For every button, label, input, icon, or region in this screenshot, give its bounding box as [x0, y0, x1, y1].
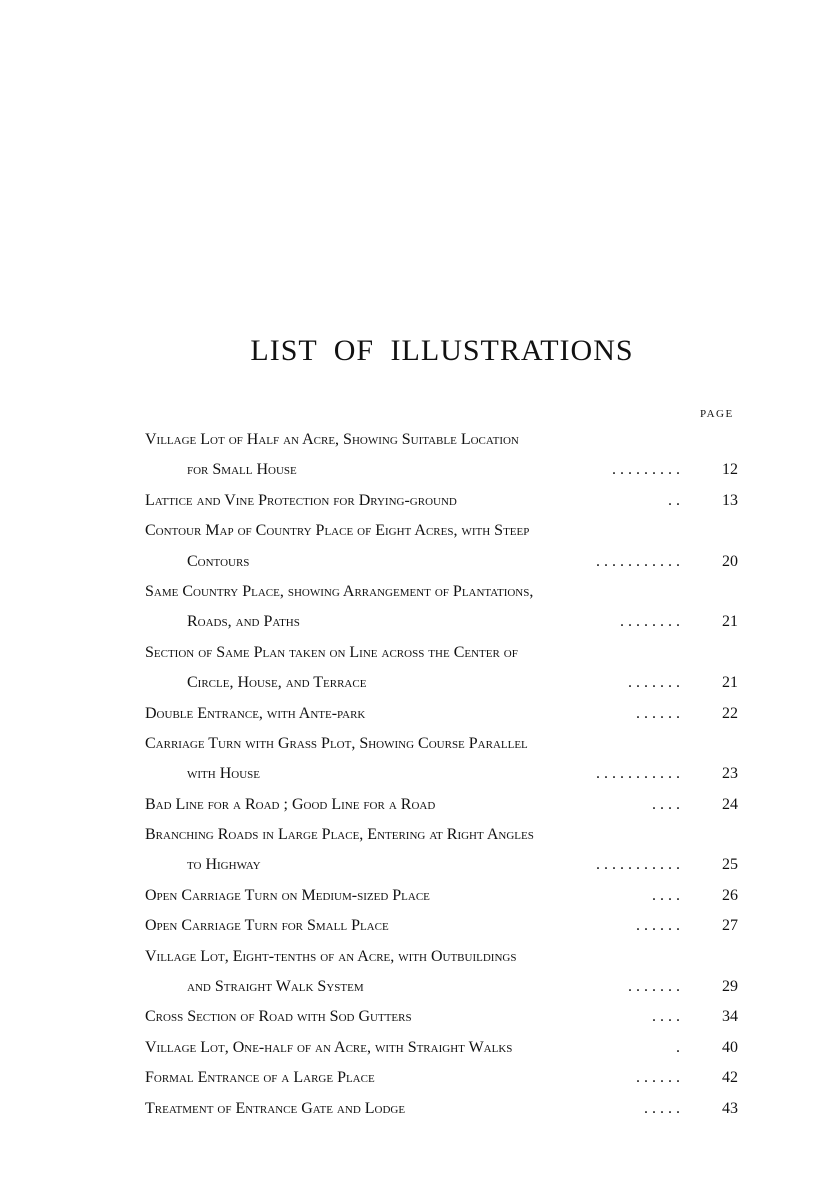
page-number: 43: [722, 1099, 738, 1117]
list-item: [145, 1033, 740, 1063]
leader-dots: . . . . . . . . . . .: [596, 765, 680, 783]
leader-dots: . . . . . . . .: [620, 613, 680, 631]
list-item: [145, 820, 740, 850]
entry-title: Village Lot of Half an Acre, Showing Suitable Location: [145, 431, 519, 448]
entry-title: Contours: [187, 552, 250, 570]
list-item: [145, 759, 740, 789]
list-item: [145, 850, 740, 880]
entry-title: Village Lot, Eight-tenths of an Acre, with Outbuildings: [145, 947, 517, 965]
entry-title: Double Entrance, with Ante-park: [145, 704, 366, 722]
page-number: 21: [722, 674, 738, 692]
page-number: 12: [722, 461, 738, 479]
page-number: 23: [722, 765, 738, 783]
list-item: [145, 516, 740, 546]
page-number: 22: [722, 704, 738, 722]
leader-dots: . . . . . . .: [628, 978, 680, 996]
list-item: [145, 881, 740, 911]
leader-dots: . . . . . . .: [628, 674, 680, 692]
page-number: 42: [722, 1069, 738, 1087]
list-item: [145, 1094, 740, 1124]
list-item: [145, 425, 740, 455]
list-item: [145, 942, 740, 972]
list-item: [145, 455, 740, 485]
entry-title: Circle, House, and Terrace: [187, 674, 367, 692]
list-item: [145, 972, 740, 1002]
entry-title: Open Carriage Turn for Small Place: [145, 917, 389, 935]
list-item: [145, 638, 740, 668]
list-item: [145, 1002, 740, 1032]
leader-dots: . . . . . .: [636, 704, 680, 722]
entry-title: to Highway: [187, 856, 261, 874]
leader-dots: .: [676, 1038, 680, 1056]
page-number: 27: [722, 917, 738, 935]
page-number: 20: [722, 552, 738, 570]
page-number: 29: [722, 978, 738, 996]
entry-title: Branching Roads in Large Place, Entering at Right Angles: [145, 826, 534, 844]
list-item: [145, 547, 740, 577]
entry-title: Village Lot, One-half of an Acre, with Straight Walks: [145, 1038, 513, 1056]
entry-title: Contour Map of Country Place of Eight Acres, with Steep: [145, 522, 530, 540]
entry-title: Cross Section of Road with Sod Gutters: [145, 1008, 412, 1026]
page-number: 25: [722, 856, 738, 874]
page-number: 34: [722, 1008, 738, 1026]
page-number: 13: [722, 491, 738, 509]
leader-dots: . .: [668, 491, 680, 509]
entry-title: Bad Line for a Road ; Good Line for a Road: [145, 795, 436, 813]
entry-title: Roads, and Paths: [187, 613, 300, 631]
list-item: [145, 790, 740, 820]
list-item: [145, 911, 740, 941]
entry-title: Same Country Place, showing Arrangement of Plantations,: [145, 582, 534, 600]
entry-title: and Straight Walk System: [187, 978, 364, 996]
leader-dots: . . . . . . . . . . .: [596, 856, 680, 874]
entry-title: Treatment of Entrance Gate and Lodge: [145, 1099, 406, 1117]
illustrations-list: [145, 425, 740, 1124]
entry-title: Formal Entrance of a Large Place: [145, 1069, 375, 1087]
entry-title: Section of Same Plan taken on Line across the Center of: [145, 643, 518, 661]
entry-title: Open Carriage Turn on Medium-sized Place: [145, 886, 430, 904]
list-item: [145, 1063, 740, 1093]
list-item: [145, 699, 740, 729]
entry-title: Carriage Turn with Grass Plot, Showing Course Parallel: [145, 734, 528, 752]
list-item: [145, 607, 740, 637]
leader-dots: . . . . . .: [636, 1069, 680, 1087]
list-item: [145, 668, 740, 698]
entry-title: for Small House: [187, 461, 297, 479]
page-number: 21: [722, 613, 738, 631]
leader-dots: . . . .: [652, 886, 680, 904]
page-title: LIST OF ILLUSTRATIONS: [250, 334, 634, 367]
page-number: 26: [722, 886, 738, 904]
entry-title: with House: [187, 765, 260, 783]
page-number: 40: [722, 1038, 738, 1056]
list-item: [145, 486, 740, 516]
leader-dots: . . . . .: [644, 1099, 680, 1117]
list-item: [145, 577, 740, 607]
list-item: [145, 729, 740, 759]
leader-dots: . . . .: [652, 1008, 680, 1026]
leader-dots: . . . .: [652, 795, 680, 813]
page-number: 24: [722, 795, 738, 813]
leader-dots: . . . . . . . . .: [612, 461, 680, 479]
leader-dots: . . . . . .: [636, 917, 680, 935]
leader-dots: . . . . . . . . . . .: [596, 552, 680, 570]
entry-title: Lattice and Vine Protection for Drying-ground: [145, 491, 457, 509]
page-column-header: PAGE: [700, 408, 734, 420]
